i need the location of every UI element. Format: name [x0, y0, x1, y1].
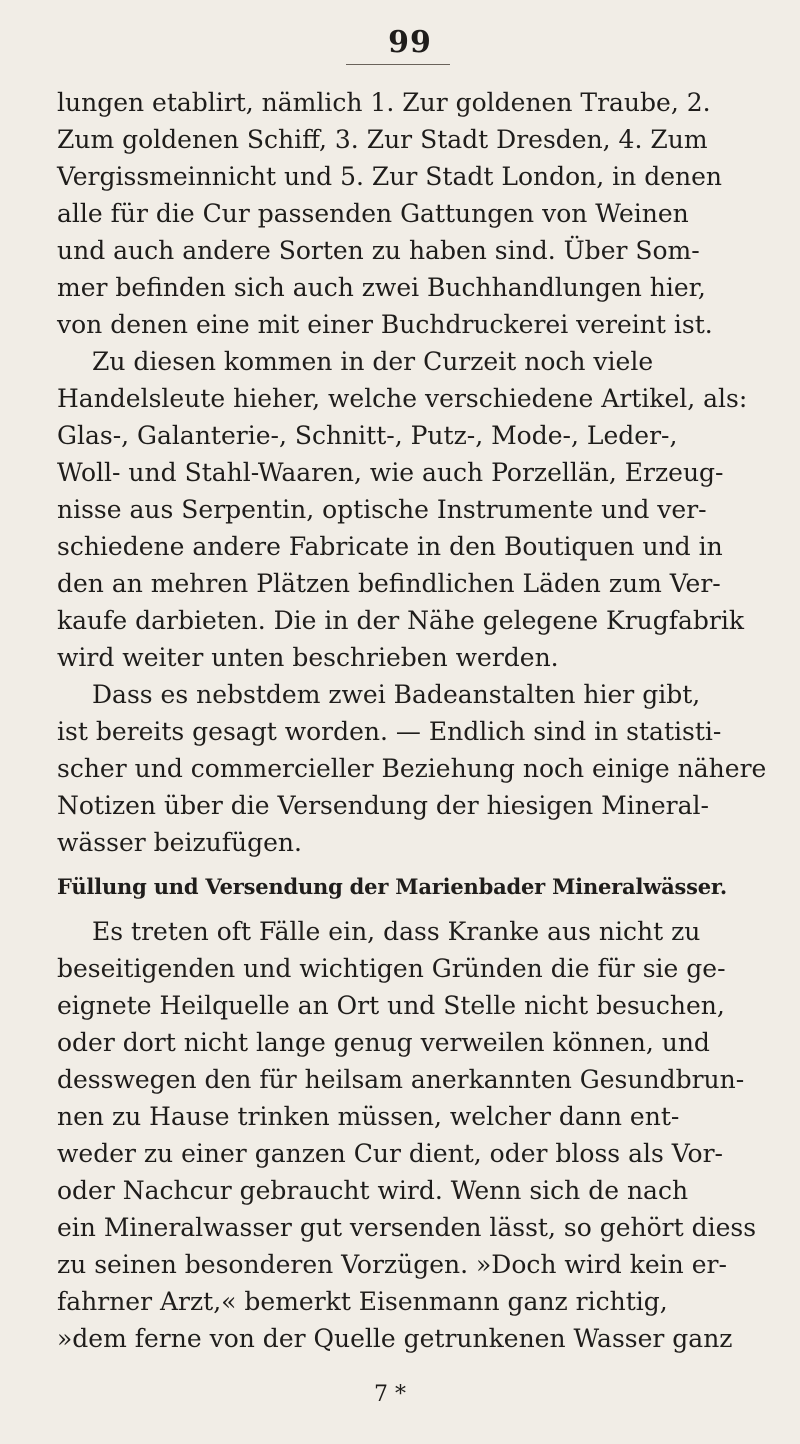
text-line: wird weiter unten beschrieben werden.	[57, 643, 559, 672]
text-line: den an mehren Plätzen befindlichen Läden zum Ver-	[57, 569, 721, 598]
text-line: weder zu einer ganzen Cur dient, oder bloss als Vor-	[57, 1139, 723, 1168]
text-line: eignete Heilquelle an Ort und Stelle nicht besuchen,	[57, 991, 725, 1020]
text-line: Zu diesen kommen in der Curzeit noch viele	[92, 347, 654, 376]
text-line: lungen etablirt, nämlich 1. Zur goldenen Traube, 2.	[57, 88, 711, 117]
page-number: 99	[388, 25, 432, 60]
text-line: wässer beizufügen.	[57, 828, 302, 857]
text-line: und auch andere Sorten zu haben sind. Über Som-	[57, 236, 700, 265]
text-line: oder dort nicht lange genug verweilen können, und	[57, 1028, 710, 1057]
text-line: ein Mineralwasser gut versenden lässt, so gehört diess	[57, 1213, 757, 1242]
text-line: schiedene andere Fabricate in den Boutiquen und in	[57, 532, 723, 561]
text-line: Woll- und Stahl-Waaren, wie auch Porzellän, Erzeug-	[57, 458, 724, 487]
text-line: »dem ferne von der Quelle getrunkenen Wasser ganz	[57, 1324, 733, 1353]
text-line: alle für die Cur passenden Gattungen von Weinen	[57, 199, 689, 228]
text-line: nen zu Hause trinken müssen, welcher dann ent-	[57, 1102, 680, 1131]
text-line: kaufe darbieten. Die in der Nähe gelegene Krugfabrik	[57, 606, 744, 635]
text-line: Glas-, Galanterie-, Schnitt-, Putz-, Mode-, Leder-,	[57, 421, 678, 450]
text-line: Dass es nebstdem zwei Badeanstalten hier gibt,	[92, 680, 701, 709]
text-line: Vergissmeinnicht und 5. Zur Stadt London, in denen	[57, 162, 722, 191]
text-line: Handelsleute hieher, welche verschiedene Artikel, als:	[57, 384, 748, 413]
text-line: Notizen über die Versendung der hiesigen Mineral-	[57, 791, 709, 820]
text-line: zu seinen besonderen Vorzügen. »Doch wird kein er-	[57, 1250, 727, 1279]
text-line: Zum goldenen Schiff, 3. Zur Stadt Dresden, 4. Zum	[57, 125, 708, 154]
text-line: scher und commercieller Beziehung noch einige nähere	[57, 754, 767, 783]
section-heading: Füllung und Versendung der Marienbader Mineralwässer.	[57, 874, 727, 899]
text-line: ist bereits gesagt worden. — Endlich sind in statisti-	[57, 717, 722, 746]
text-line: von denen eine mit einer Buchdruckerei vereint ist.	[57, 310, 713, 339]
text-line: nisse aus Serpentin, optische Instrumente und ver-	[57, 495, 707, 524]
text-line: oder Nachcur gebraucht wird. Wenn sich de nach	[57, 1176, 689, 1205]
text-line: fahrner Arzt,« bemerkt Eisenmann ganz richtig,	[57, 1287, 668, 1316]
text-line: Es treten oft Fälle ein, dass Kranke aus nicht zu	[92, 917, 701, 946]
text-line: mer befinden sich auch zwei Buchhandlungen hier,	[57, 273, 706, 302]
text-line: desswegen den für heilsam anerkannten Gesundbrun-	[57, 1065, 745, 1094]
body-text	[57, 84, 767, 1357]
text-line: beseitigenden und wichtigen Gründen die für sie ge-	[57, 954, 726, 983]
header-rule	[346, 64, 450, 65]
signature-mark: 7 *	[374, 1382, 406, 1407]
